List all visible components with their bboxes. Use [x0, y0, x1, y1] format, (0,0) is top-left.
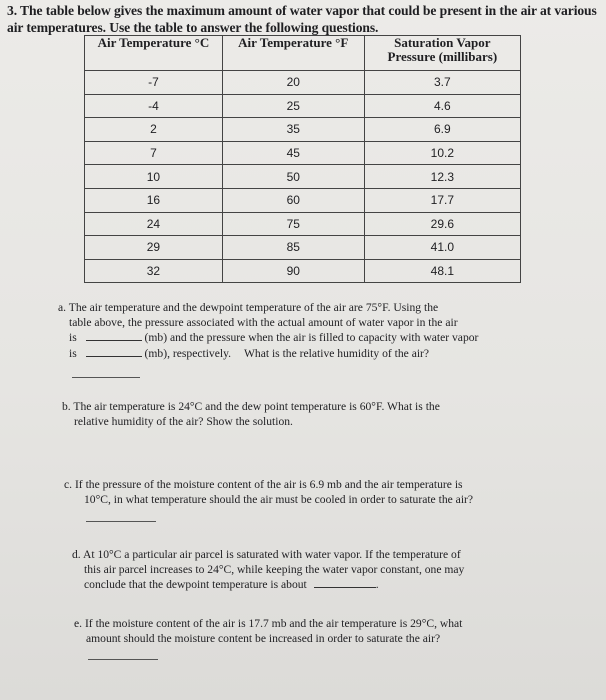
question-c-line-2: 10°C, in what temperature should the air must be cooled in order to saturate the air? [84, 492, 474, 506]
cell-pressure: 10.2 [364, 141, 520, 165]
table-row [85, 165, 521, 189]
question-a-relative-humidity: What is the relative humidity of the air? [243, 346, 430, 360]
question-a-respectively: (mb), respectively. [144, 346, 232, 360]
cell-temp-f: 85 [222, 236, 364, 260]
table-row [85, 236, 521, 260]
question-a-line-3-text: (mb) and the pressure when the air is filled to capacity with water vapor [144, 331, 479, 345]
question-a-is-label-1: is [69, 331, 77, 345]
question-d-line-1: d. At 10°C a particular air parcel is saturated with water vapor. If the temperature of [72, 548, 461, 561]
question-c-line-1: c. If the pressure of the moisture content of the air is 6.9 mb and the air temperature is [64, 478, 463, 491]
table-row [85, 188, 521, 212]
cell-pressure: 41.0 [364, 236, 520, 260]
question-a-line-1: a. The air temperature and the dewpoint temperature of the air are 75°F. Using the [58, 301, 439, 314]
cell-temp-c: 2 [85, 118, 223, 142]
answer-blank-e[interactable] [88, 659, 158, 660]
answer-blank-c[interactable] [86, 521, 156, 522]
cell-pressure: 17.7 [364, 188, 520, 212]
question-e-line-2: amount should the moisture content be increased in order to saturate the air? [86, 631, 441, 645]
cell-temp-c: -4 [85, 94, 223, 118]
cell-temp-c: 7 [85, 141, 223, 165]
question-3-intro [7, 2, 597, 36]
question-a-line-3 [58, 330, 536, 346]
saturation-vapor-table [84, 35, 521, 283]
question-d-line-3 [72, 577, 530, 593]
intro-line-1: 3. The table below gives the maximum amount of water vapor that could be present in the [7, 3, 518, 18]
cell-temp-c: 10 [85, 165, 223, 189]
cell-pressure: 3.7 [364, 71, 520, 95]
cell-temp-f: 50 [222, 165, 364, 189]
table-row [85, 212, 521, 236]
question-d-period: . [375, 578, 379, 592]
cell-temp-f: 45 [222, 141, 364, 165]
cell-temp-f: 35 [222, 118, 364, 142]
cell-temp-c: 32 [85, 259, 223, 283]
cell-temp-c: 29 [85, 236, 223, 260]
question-b [62, 400, 538, 429]
answer-blank-dewpoint[interactable] [314, 577, 376, 588]
answer-blank-relative-humidity-a[interactable] [72, 377, 140, 378]
question-c [64, 478, 540, 507]
cell-pressure: 6.9 [364, 118, 520, 142]
table-row [85, 141, 521, 165]
cell-pressure: 4.6 [364, 94, 520, 118]
question-d-line-3-text: conclude that the dewpoint temperature is about [84, 578, 307, 592]
cell-temp-c: 16 [85, 188, 223, 212]
answer-blank-actual-pressure[interactable] [86, 330, 142, 341]
cell-temp-f: 60 [222, 188, 364, 212]
cell-temp-f: 25 [222, 94, 364, 118]
intro-line-2: air at various air temperatures. Use the table to answer the following questions. [7, 3, 597, 35]
header-saturation-vapor-pressure [364, 36, 520, 71]
header-saturation-line-1: Saturation Vapor [394, 35, 491, 50]
table-row [85, 71, 521, 95]
cell-temp-c: 24 [85, 212, 223, 236]
header-air-temp-c: Air Temperature °C [85, 36, 223, 71]
cell-pressure: 48.1 [364, 259, 520, 283]
cell-temp-c: -7 [85, 71, 223, 95]
question-e-line-1: e. If the moisture content of the air is 17.7 mb and the air temperature is 29°C, what [74, 617, 463, 630]
header-saturation-line-2: Pressure (millibars) [387, 49, 498, 64]
header-air-temp-f: Air Temperature °F [222, 36, 364, 71]
question-a [58, 301, 536, 361]
question-b-line-1: b. The air temperature is 24°C and the dew point temperature is 60°F. What is the [62, 400, 440, 413]
cell-pressure: 12.3 [364, 165, 520, 189]
question-a-line-2: table above, the pressure associated with the actual amount of water vapor in the air [69, 315, 458, 329]
table-row [85, 94, 521, 118]
question-d [72, 548, 530, 593]
table-header-row [85, 36, 521, 71]
table-row [85, 259, 521, 283]
question-a-is-label-2: is [69, 346, 77, 360]
cell-temp-f: 75 [222, 212, 364, 236]
question-b-line-2: relative humidity of the air? Show the solution. [74, 414, 293, 428]
question-e [74, 617, 530, 646]
cell-temp-f: 90 [222, 259, 364, 283]
question-d-line-2: this air parcel increases to 24°C, while keeping the water vapor constant, one may [84, 562, 465, 576]
cell-temp-f: 20 [222, 71, 364, 95]
answer-blank-saturation-pressure[interactable] [86, 346, 142, 357]
table-row [85, 118, 521, 142]
cell-pressure: 29.6 [364, 212, 520, 236]
question-a-line-4 [58, 346, 536, 362]
